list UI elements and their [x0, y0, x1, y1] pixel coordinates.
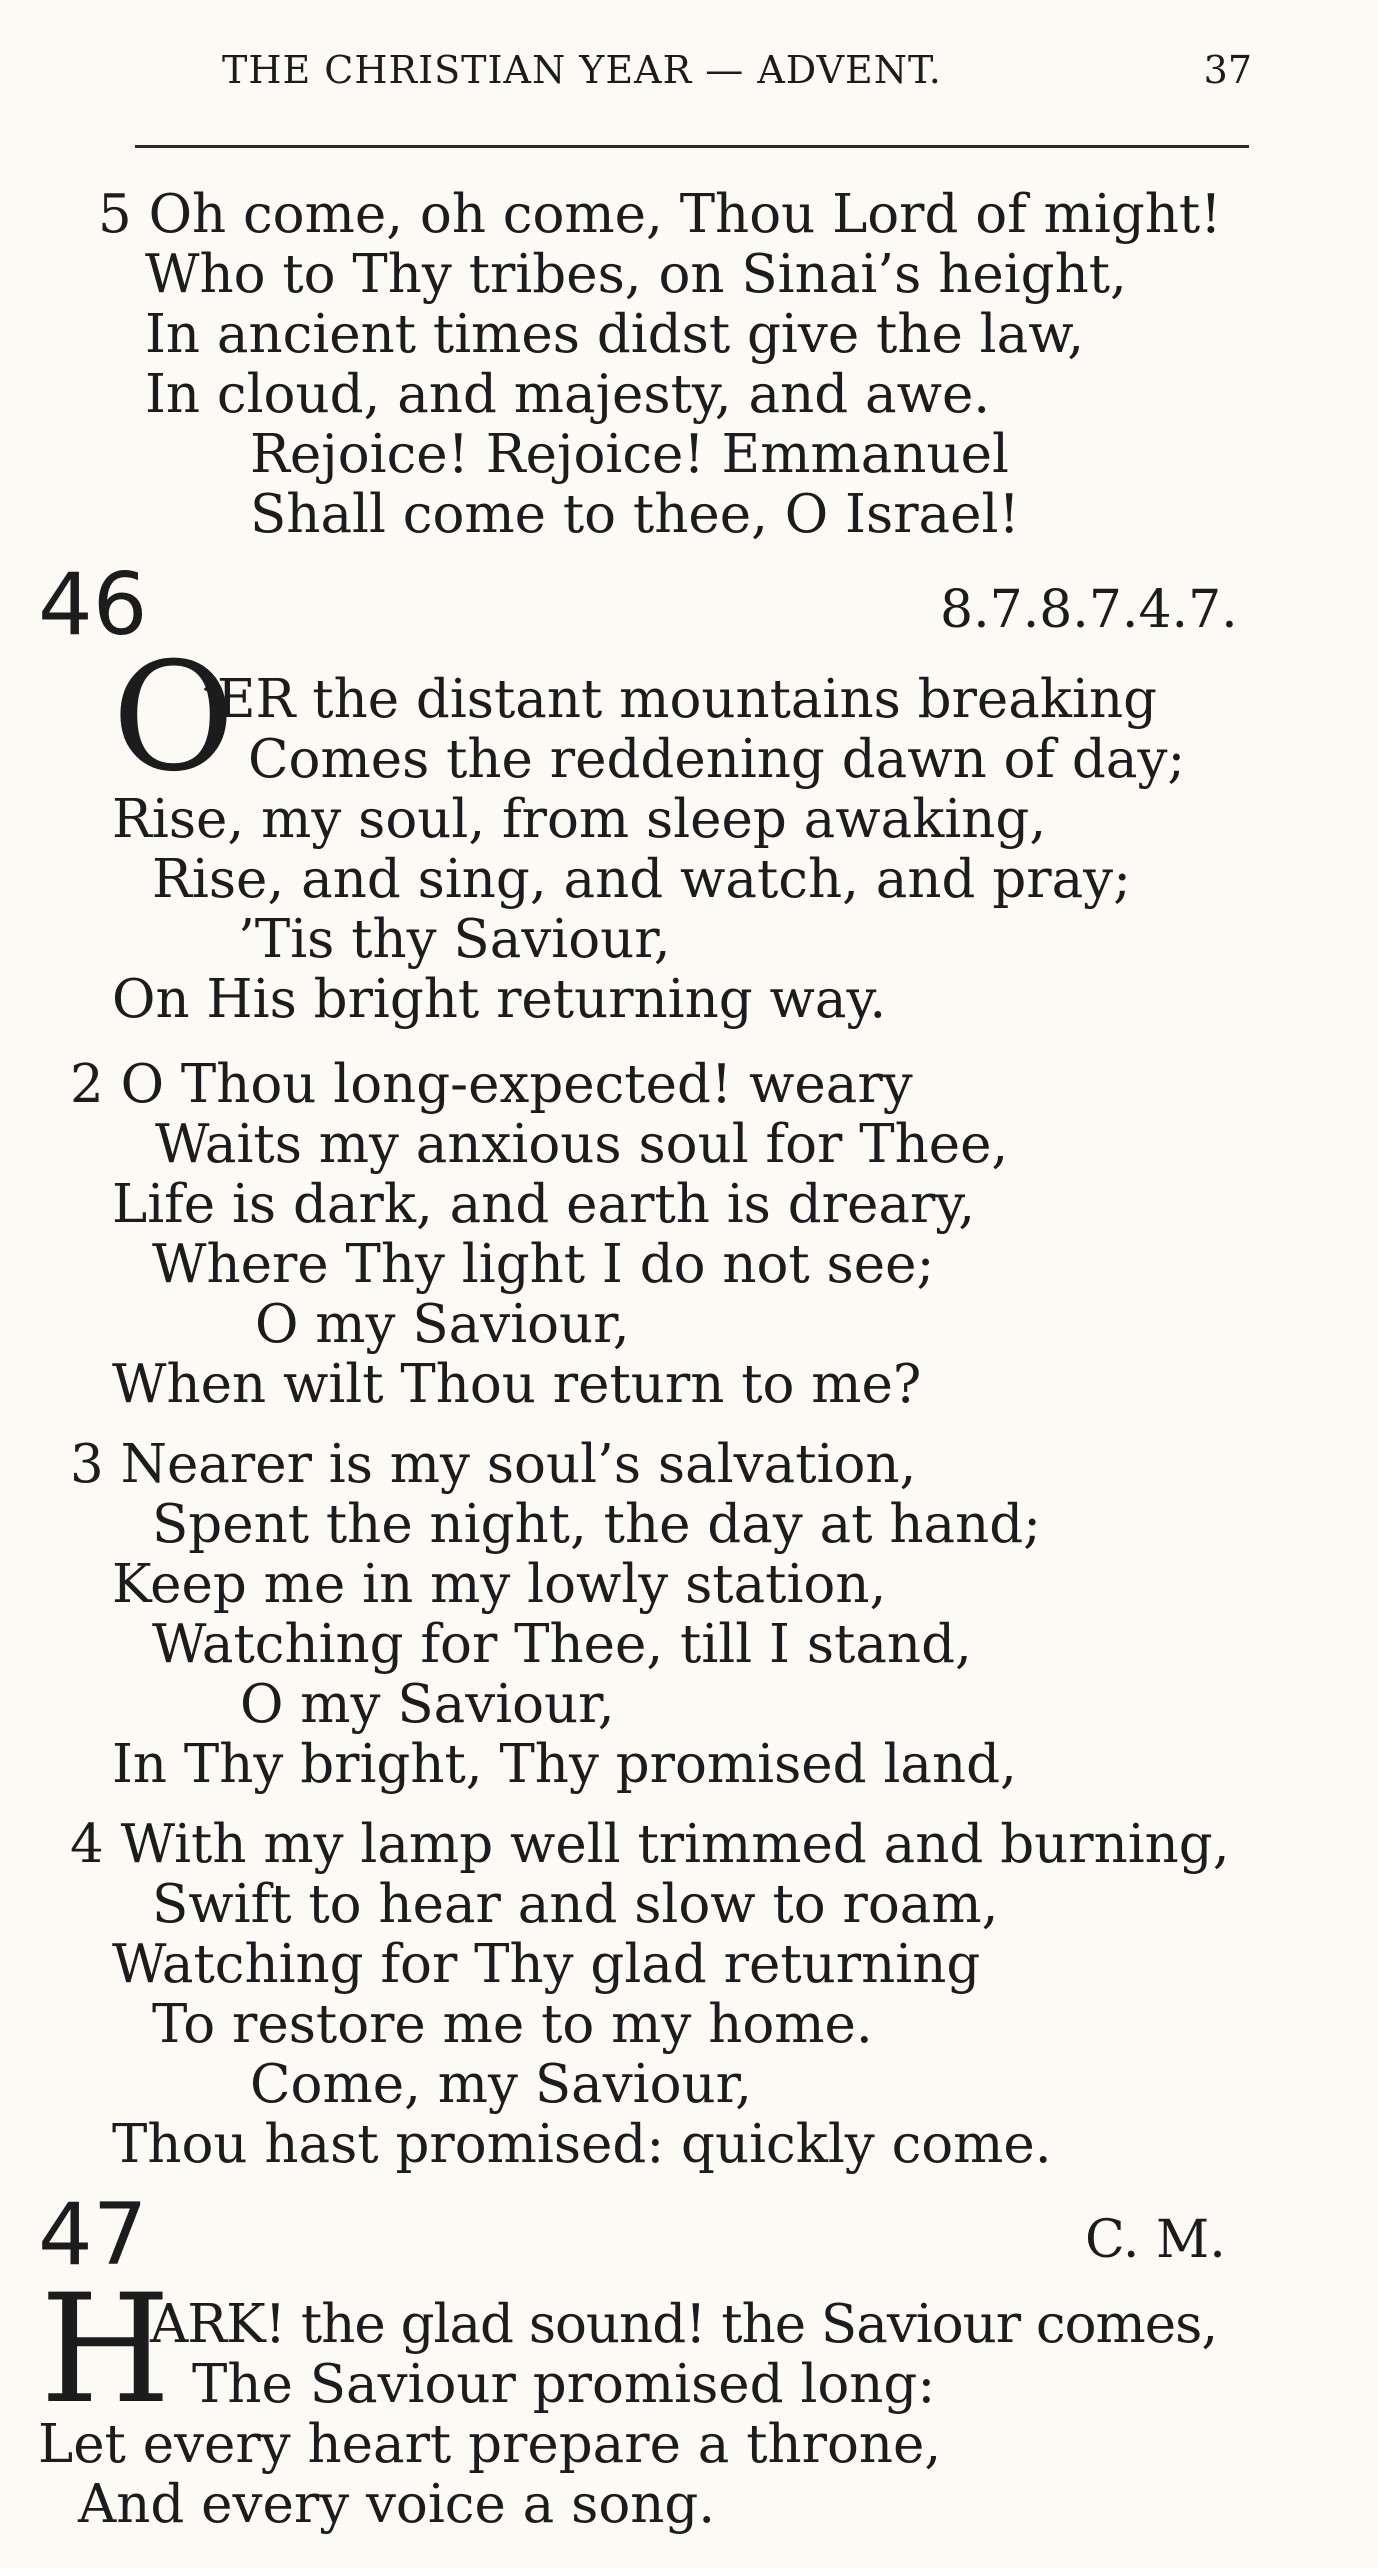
- verse-line: ’ER the distant mountains breaking: [200, 669, 1158, 730]
- verse-line: And every voice a song.: [78, 2474, 716, 2535]
- hymn-number: 46: [38, 555, 148, 655]
- verse-line: Where Thy light I do not see;: [152, 1234, 935, 1295]
- header-rule: [135, 145, 1249, 148]
- verse-line: ARK! the glad sound! the Saviour comes,: [150, 2294, 1218, 2355]
- verse-line: ’Tis thy Saviour,: [238, 909, 671, 970]
- verse-line: Rejoice! Rejoice! Emmanuel: [250, 424, 1009, 485]
- verse-line: Rise, and sing, and watch, and pray;: [152, 849, 1131, 910]
- verse-line: In ancient times didst give the law,: [145, 304, 1085, 365]
- verse-line: Watching for Thy glad returning: [112, 1934, 981, 1995]
- verse-line: Keep me in my lowly station,: [112, 1554, 887, 1615]
- verse-line: Thou hast promised: quickly come.: [112, 2114, 1052, 2175]
- verse-line: Who to Thy tribes, on Sinai’s height,: [145, 244, 1127, 305]
- verse-line: Rise, my soul, from sleep awaking,: [112, 789, 1047, 850]
- verse-line: Swift to hear and slow to roam,: [152, 1874, 999, 1935]
- verse-line: 3 Nearer is my soul’s salvation,: [70, 1434, 917, 1495]
- verse-line: O my Saviour,: [240, 1674, 615, 1735]
- verse-line: O my Saviour,: [255, 1294, 630, 1355]
- running-title: THE CHRISTIAN YEAR — ADVENT.: [222, 48, 942, 92]
- verse-line: Comes the reddening dawn of day;: [248, 729, 1186, 790]
- verse-line: In cloud, and majesty, and awe.: [145, 364, 991, 425]
- verse-line: Shall come to thee, O Israel!: [250, 484, 1020, 545]
- drop-cap: H: [40, 2263, 171, 2437]
- hymn-meter: C. M.: [1085, 2210, 1226, 2270]
- verse-line: To restore me to my home.: [152, 1994, 873, 2055]
- verse-line: The Saviour promised long:: [192, 2354, 936, 2415]
- drop-cap: O: [112, 631, 235, 805]
- verse-line: Spent the night, the day at hand;: [152, 1494, 1042, 1555]
- hymn-meter: 8.7.8.7.4.7.: [940, 580, 1238, 640]
- verse-line: On His bright returning way.: [112, 969, 887, 1030]
- verse-line: Life is dark, and earth is dreary,: [112, 1174, 976, 1235]
- verse-line: In Thy bright, Thy promised land,: [112, 1734, 1017, 1795]
- hymn-number: 47: [38, 2185, 148, 2285]
- verse-line: Come, my Saviour,: [250, 2054, 753, 2115]
- verse-line: Watching for Thee, till I stand,: [152, 1614, 972, 1675]
- verse-line: Waits my anxious soul for Thee,: [155, 1114, 1009, 1175]
- page-header: [0, 48, 1378, 104]
- verse-line: 2 O Thou long-expected! weary: [70, 1054, 913, 1115]
- verse-line: Let every heart prepare a throne,: [38, 2414, 942, 2475]
- verse-line: 4 With my lamp well trimmed and burning,: [70, 1814, 1230, 1875]
- verse-line: When wilt Thou return to me?: [112, 1354, 922, 1415]
- verse-line: 5 Oh come, oh come, Thou Lord of might!: [98, 184, 1222, 245]
- page-number: 37: [1203, 48, 1252, 92]
